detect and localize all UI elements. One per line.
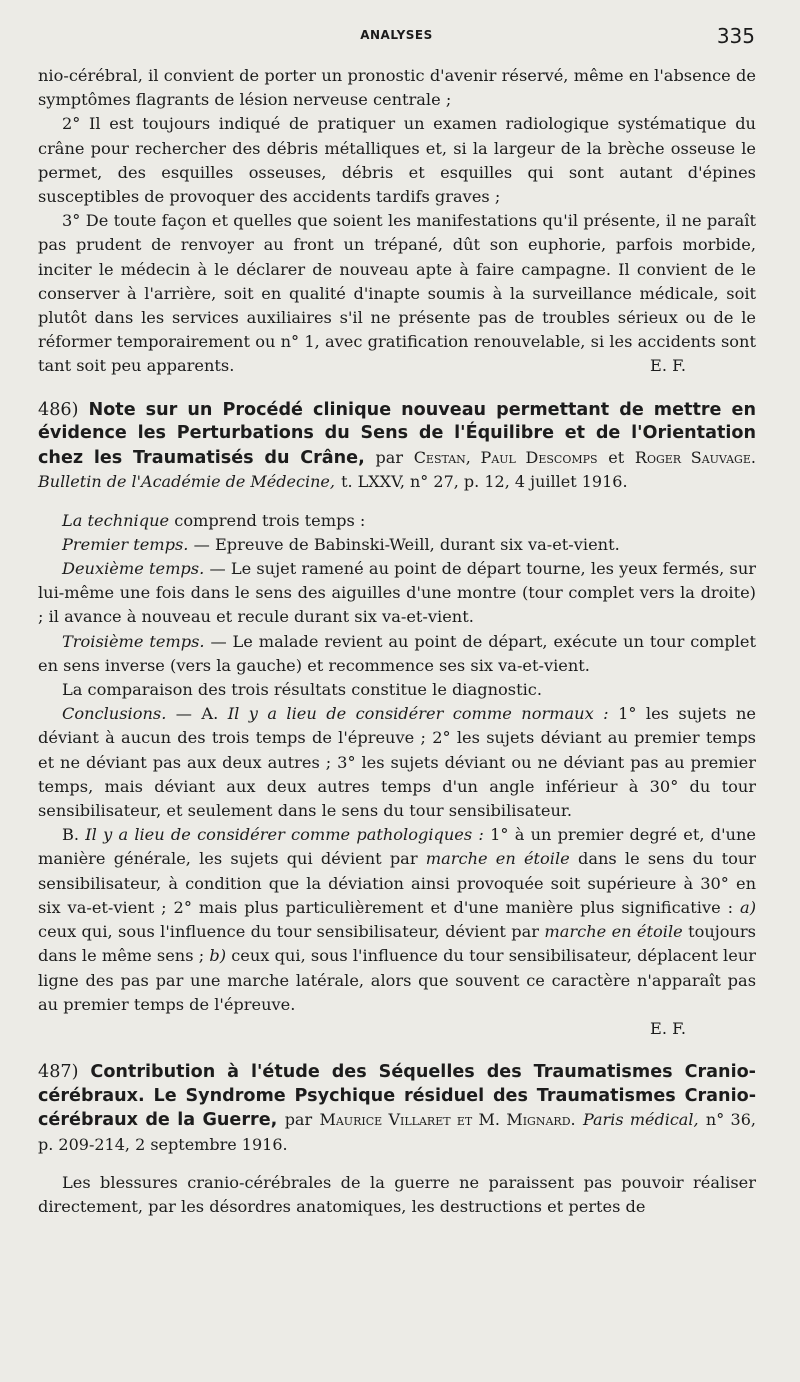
paragraph xyxy=(38,702,756,823)
paragraph-text: 1° à un premier degré et, d'une manière générale, les sujets qui dévient par xyxy=(38,825,756,869)
entry-journal: Paris médical, xyxy=(582,1110,699,1130)
entry-authors: Cestan, Paul Descomps xyxy=(413,447,598,467)
italic-label: b) xyxy=(209,946,227,966)
entry-487 xyxy=(38,1061,756,1219)
paragraph: 2° Il est toujours indiqué de pratiquer un examen radiologique systématique du crâne pour rechercher des débris métalliques et, si la largeur de la brèche osseuse le permet, des esquilles osseuses, débris et esquilles qui sont autant d'épines susceptibles de provoquer des accidents tardifs graves ; xyxy=(38,114,756,207)
italic-label: a) xyxy=(740,897,757,917)
entry-by: par xyxy=(284,1110,313,1130)
entry-citation: n° 36, p. 209-214, 2 septembre 1916. xyxy=(38,1110,756,1154)
entry-number: 486) xyxy=(38,399,79,420)
paragraph xyxy=(38,533,756,557)
paragraph-text: — A. xyxy=(175,704,219,724)
paragraph: La comparaison des trois résultats constitue le diagnostic. xyxy=(62,680,542,700)
entry-and: et xyxy=(608,447,625,467)
paragraph-text: — Le sujet ramené au point de départ tourne, les yeux fermés, sur lui-même une fois dans le sens des aiguilles d'une montre (tour complet vers la droite) ; il avance à nouveau et recule durant six va-et-vient. xyxy=(38,559,756,627)
paragraph: nio-cérébral, il convient de porter un pronostic d'avenir réservé, même en l'absence de symptômes flagrants de lésion nerveuse centrale ; xyxy=(38,66,756,110)
italic-label: Conclusions. xyxy=(62,704,167,724)
paragraph-text: 3° De toute façon et quelles que soient les manifestations qu'il présente, il ne paraît pas prudent de renvoyer au front un trépané, dût son euphorie, parfois morbide, inciter le médecin à le déclarer de nouveau apte à faire campagne. Il convient de le conserver à l'arrière, soit en qualité d'inapte soumis à la surveillance médicale, soit plutôt dans les services auxiliaires s'il ne présente pas de troubles sérieux ou de le réformer temporairement ou n° 1, avec gratification renouvelable, si les accidents sont tant soit peu apparents. xyxy=(38,211,756,376)
entry-number: 487) xyxy=(38,1062,79,1083)
paragraph-text: B. xyxy=(62,825,80,845)
paragraph-text: comprend trois temps : xyxy=(174,510,366,530)
paragraph-text: toujours dans le même sens ; xyxy=(38,922,756,966)
signature: E. F. xyxy=(650,1018,686,1038)
paragraph xyxy=(38,823,756,1017)
entry-heading xyxy=(38,1061,756,1157)
entry-title: Note sur un Procédé clinique nouveau permettant de mettre en évidence les Perturbations du Sens de l'Équilibre et de l'Orientation chez les Traumatisés du Crâne, xyxy=(38,399,756,468)
paragraph-text: — Epreuve de Babinski-Weill, durant six va-et-vient. xyxy=(193,534,620,554)
italic-label: marche en étoile xyxy=(425,849,570,869)
entry-journal: Bulletin de l'Académie de Médecine, xyxy=(38,472,335,492)
paragraph xyxy=(38,630,756,678)
italic-label: marche en étoile xyxy=(544,922,683,942)
paragraph-text: ceux qui, sous l'influence du tour sensibilisateur, déplacent leur ligne des pas par une marche latérale, alors que souvent ce caractère n'apparaît pas au premier temps de l'épreuve. xyxy=(38,946,756,1014)
page-header xyxy=(38,24,755,52)
entry-486 xyxy=(38,399,756,1041)
signature: E. F. xyxy=(650,356,686,376)
italic-label: Il y a lieu de considérer comme pathologiques : xyxy=(85,825,484,845)
paragraph-text: dans le sens du tour sensibilisateur, à condition que la déviation ainsi provoquée soit supérieure à 30° en six va-et-vient ; 2° mais plus particulièrement et d'une manière plus significative : xyxy=(38,849,757,917)
italic-label: Il y a lieu de considérer comme normaux : xyxy=(227,704,609,724)
entry-authors: Roger Sauvage. xyxy=(634,447,756,467)
paragraph-text: 1° les sujets ne déviant à aucun des trois temps de l'épreuve ; 2° les sujets déviant au premier temps et ne déviant pas aux deux autres ; 3° les sujets déviant ou ne déviant pas au premier temps, mais déviant aux deux autres temps d'un angle inférieur à 30° du tour sensibilisateur, et seulement dans le sens du tour sensibilisateur. xyxy=(38,704,757,821)
entry-body xyxy=(38,1171,756,1219)
continuation-section xyxy=(38,64,756,379)
entry-authors: Maurice Villaret et M. Mignard. xyxy=(319,1110,576,1130)
entry-citation: t. LXXV, n° 27, p. 12, 4 juillet 1916. xyxy=(341,472,628,492)
paragraph xyxy=(38,557,756,630)
italic-label: Troisième temps. xyxy=(62,631,205,651)
entry-by: par xyxy=(375,447,403,467)
italic-label: La technique xyxy=(62,510,170,530)
paragraph-text: — Le malade revient au point de départ, exécute un tour complet en sens inverse (vers la gauche) et recommence ses six va-et-vient. xyxy=(38,631,756,675)
entry-heading xyxy=(38,399,756,495)
paragraph xyxy=(38,509,756,533)
running-head: ANALYSES xyxy=(360,28,433,42)
entry-body xyxy=(38,509,756,1041)
paragraph xyxy=(38,209,756,378)
page-number: 335 xyxy=(716,24,755,48)
paragraph-text: ceux qui, sous l'influence du tour sensibilisateur, dévient par xyxy=(38,922,540,942)
italic-label: Deuxième temps. xyxy=(62,559,205,579)
page-body xyxy=(38,64,756,1220)
entry-title: Contribution à l'étude des Séquelles des Traumatismes Cranio-cérébraux. Le Syndrome Psychique résiduel des Traumatismes Cranio-cérébraux de la Guerre, xyxy=(38,1062,756,1131)
paragraph: Les blessures cranio-cérébrales de la guerre ne paraissent pas pouvoir réaliser directement, par les désordres anatomiques, les destructions et pertes de xyxy=(38,1173,756,1217)
italic-label: Premier temps. xyxy=(62,534,189,554)
